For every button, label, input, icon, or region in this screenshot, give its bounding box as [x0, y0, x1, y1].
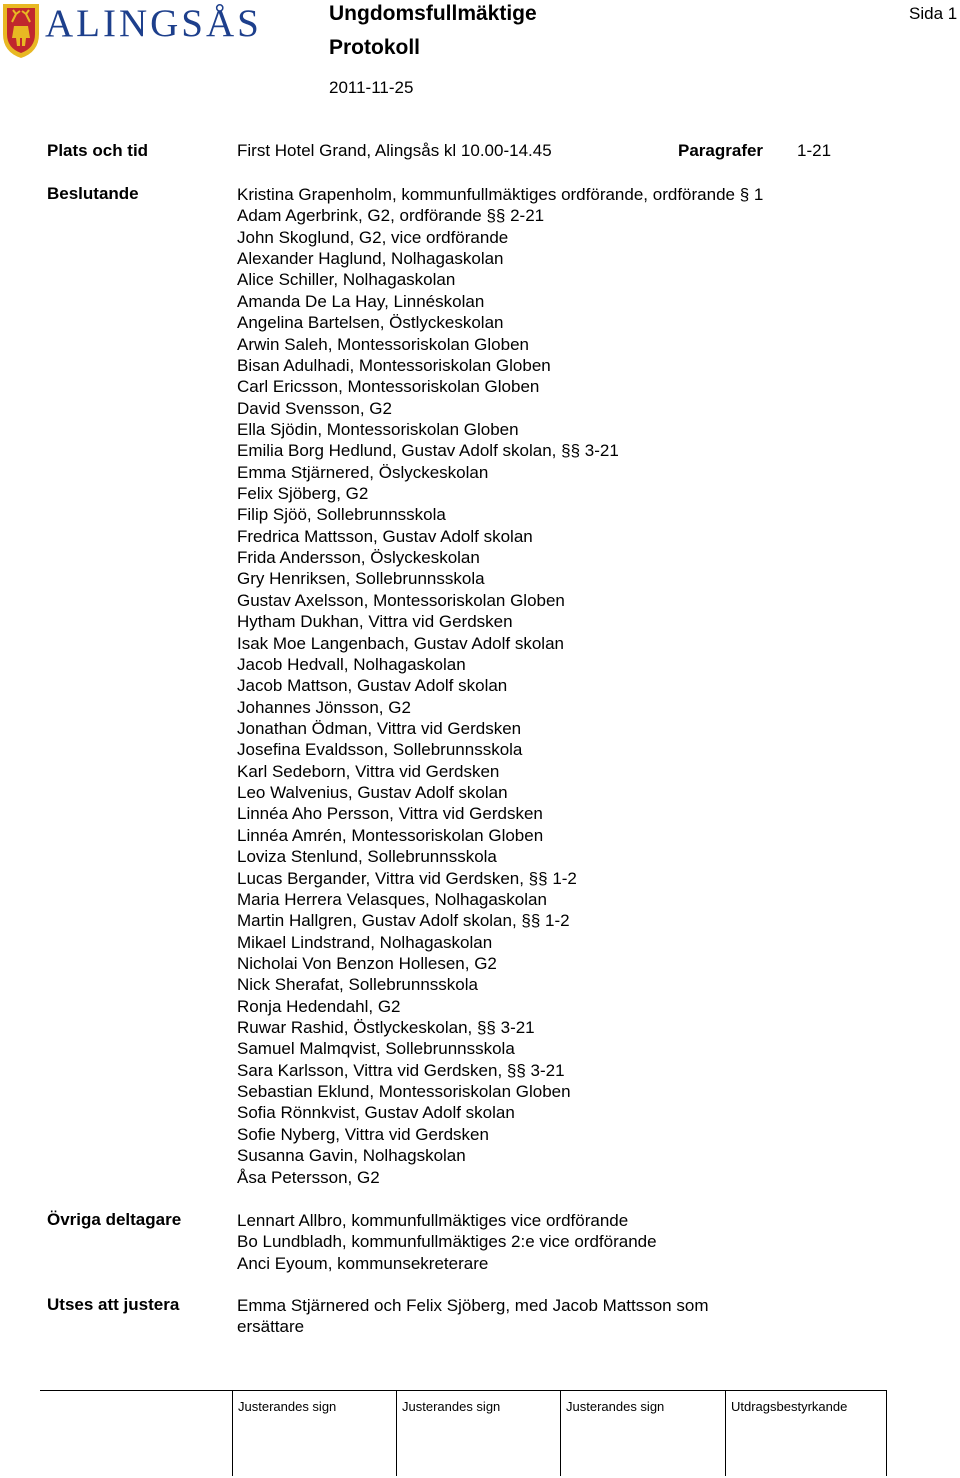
list-item: Karl Sedeborn, Vittra vid Gerdsken [237, 761, 500, 781]
beslutande-label: Beslutande [47, 184, 139, 203]
list-item: Åsa Petersson, G2 [237, 1167, 380, 1187]
list-item: Ella Sjödin, Montessoriskolan Globen [237, 419, 519, 439]
document-title: Ungdomsfullmäktige [329, 2, 537, 25]
list-item: David Svensson, G2 [237, 398, 392, 418]
list-item: Sebastian Eklund, Montessoriskolan Globen [237, 1082, 571, 1102]
list-item: Jacob Hedvall, Nolhagaskolan [237, 654, 466, 674]
footer-divider [886, 1390, 887, 1476]
list-item: Jonathan Ödman, Vittra vid Gerdsken [237, 718, 522, 738]
list-item: Linnéa Aho Persson, Vittra vid Gerdsken [237, 804, 543, 824]
list-item: Frida Andersson, Öslyckeskolan [237, 548, 480, 568]
paragraphs-value: 1-21 [797, 141, 832, 160]
list-item: Johannes Jönsson, G2 [237, 697, 411, 717]
list-item: Josefina Evaldsson, Sollebrunnsskola [237, 740, 523, 760]
list-item: Carl Ericsson, Montessoriskolan Globen [237, 377, 540, 397]
list-item: Mikael Lindstrand, Nolhagaskolan [237, 932, 493, 952]
sign-box-2-label: Justerandes sign [402, 1399, 501, 1414]
beslutande-list [237, 184, 763, 1188]
alingsas-logo [0, 0, 300, 62]
list-item: Emma Stjärnered, Öslyckeskolan [237, 462, 489, 482]
list-item: Angelina Bartelsen, Östlyckeskolan [237, 313, 504, 333]
document-subtitle: Protokoll [329, 36, 421, 59]
list-item: John Skoglund, G2, vice ordförande [237, 227, 509, 247]
list-item: Nick Sherafat, Sollebrunnsskola [237, 975, 478, 995]
list-item: Fredrica Mattsson, Gustav Adolf skolan [237, 526, 533, 546]
list-item: Susanna Gavin, Nolhagskolan [237, 1146, 466, 1166]
list-item: Kristina Grapenholm, kommunfullmäktiges ordförande, ordförande § 1 [237, 185, 764, 204]
list-item: Adam Agerbrink, G2, ordförande §§ 2-21 [237, 206, 545, 226]
list-item: Gry Henriksen, Sollebrunnsskola [237, 569, 485, 589]
text-line: ersättare [237, 1317, 305, 1337]
paragraphs-label: Paragrafer [678, 141, 764, 160]
list-item: Ruwar Rashid, Östlyckeskolan, §§ 3-21 [237, 1018, 535, 1038]
justera-text [237, 1295, 708, 1338]
ovriga-label: Övriga deltagare [47, 1210, 182, 1229]
footer-divider [396, 1390, 397, 1476]
list-item: Gustav Axelsson, Montessoriskolan Globen [237, 590, 565, 610]
list-item: Alice Schiller, Nolhagaskolan [237, 270, 456, 290]
logo-wordmark: ALINGSÅS [45, 2, 262, 45]
certification-box-label: Utdragsbestyrkande [731, 1399, 848, 1414]
document-date: 2011-11-25 [329, 78, 414, 97]
list-item: Arwin Saleh, Montessoriskolan Globen [237, 334, 529, 354]
list-item: Sara Karlsson, Vittra vid Gerdsken, §§ 3-21 [237, 1060, 565, 1080]
list-item: Jacob Mattson, Gustav Adolf skolan [237, 676, 508, 696]
place-label: Plats och tid [47, 141, 149, 160]
footer-divider [232, 1390, 233, 1476]
sign-box-1-label: Justerandes sign [238, 1399, 337, 1414]
footer-rule [40, 1390, 886, 1391]
list-item: Anci Eyoum, kommunsekreterare [237, 1253, 489, 1273]
list-item: Maria Herrera Velasques, Nolhagaskolan [237, 889, 547, 909]
list-item: Emilia Borg Hedlund, Gustav Adolf skolan, §§ 3-21 [237, 441, 619, 461]
list-item: Lennart Allbro, kommunfullmäktiges vice ordförande [237, 1211, 629, 1230]
footer-divider [560, 1390, 561, 1476]
list-item: Loviza Stenlund, Sollebrunnsskola [237, 847, 497, 867]
coat-of-arms-icon [0, 0, 42, 60]
list-item: Bo Lundbladh, kommunfullmäktiges 2:e vice ordförande [237, 1232, 657, 1252]
page-number: Sida 1 [909, 4, 958, 23]
list-item: Linnéa Amrén, Montessoriskolan Globen [237, 825, 544, 845]
list-item: Amanda De La Hay, Linnéskolan [237, 291, 485, 311]
list-item: Hytham Dukhan, Vittra vid Gerdsken [237, 612, 513, 632]
list-item: Felix Sjöberg, G2 [237, 484, 369, 504]
list-item: Ronja Hedendahl, G2 [237, 996, 401, 1016]
sign-box-3-label: Justerandes sign [566, 1399, 665, 1414]
list-item: Isak Moe Langenbach, Gustav Adolf skolan [237, 633, 564, 653]
list-item: Alexander Haglund, Nolhagaskolan [237, 249, 504, 269]
list-item: Sofie Nyberg, Vittra vid Gerdsken [237, 1124, 489, 1144]
list-item: Martin Hallgren, Gustav Adolf skolan, §§ 1-2 [237, 911, 570, 931]
text-line: Emma Stjärnered och Felix Sjöberg, med Jacob Mattsson som [237, 1296, 709, 1315]
justera-label: Utses att justera [47, 1295, 180, 1314]
place-value: First Hotel Grand, Alingsås kl 10.00-14.45 [237, 141, 552, 160]
list-item: Bisan Adulhadi, Montessoriskolan Globen [237, 355, 551, 375]
list-item: Lucas Bergander, Vittra vid Gerdsken, §§ 1-2 [237, 868, 577, 888]
ovriga-list [237, 1210, 657, 1274]
list-item: Nicholai Von Benzon Hollesen, G2 [237, 953, 497, 973]
list-item: Samuel Malmqvist, Sollebrunnsskola [237, 1039, 515, 1059]
list-item: Filip Sjöö, Sollebrunnsskola [237, 505, 446, 525]
list-item: Sofia Rönnkvist, Gustav Adolf skolan [237, 1103, 515, 1123]
footer-divider [725, 1390, 726, 1476]
list-item: Leo Walvenius, Gustav Adolf skolan [237, 783, 508, 803]
